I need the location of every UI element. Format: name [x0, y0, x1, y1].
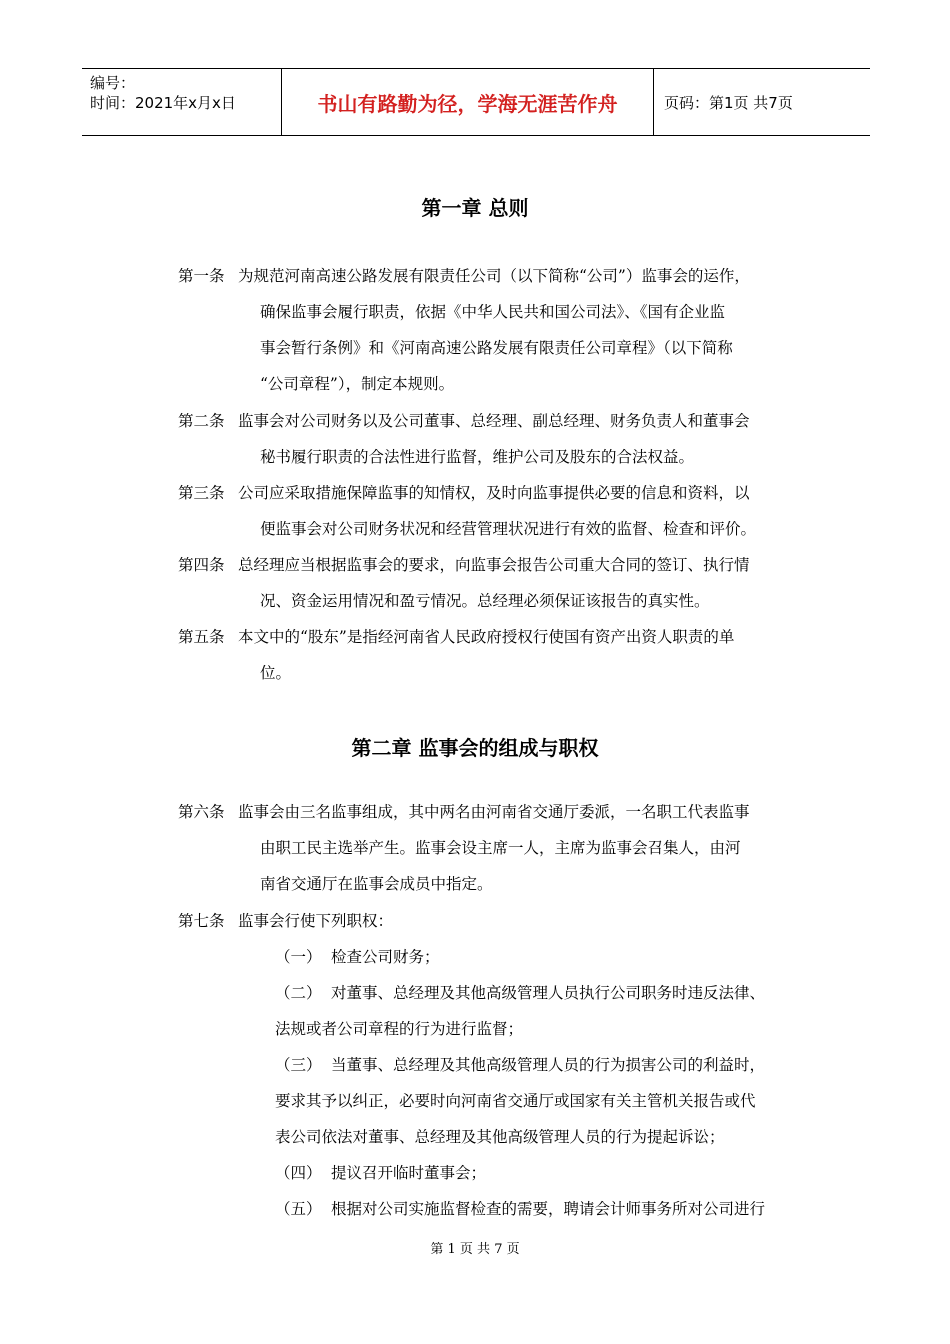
item-text: 表公司依法对董事、总经理及其他高级管理人员的行为提起诉讼；	[275, 1128, 725, 1146]
item-text: 当董事、总经理及其他高级管理人员的行为损害公司的利益时，	[331, 1056, 766, 1074]
item-number: （三）	[275, 1056, 322, 1074]
list-item	[275, 1047, 835, 1083]
article-text: 位。	[260, 664, 292, 682]
chapter-2-title: 第二章 监事会的组成与职权	[351, 736, 599, 760]
article-text: 由职工民主选举产生。监事会设主席一人，主席为监事会召集人，由河	[260, 839, 741, 857]
article-text: 总经理应当根据监事会的要求，向监事会报告公司重大合同的签订、执行情	[238, 556, 750, 574]
item-text: 根据对公司实施监督检查的需要，聘请会计师事务所对公司进行	[331, 1200, 766, 1218]
item-number: （一）	[275, 948, 322, 966]
article-text: 南省交通厅在监事会成员中指定。	[260, 875, 493, 893]
article-text: 秘书履行职责的合法性进行监督，维护公司及股东的合法权益。	[260, 448, 695, 466]
list-item	[275, 1191, 835, 1227]
header-motto: 书山有路勤为径，学海无涯苦作舟	[282, 69, 654, 135]
article-label: 第二条	[178, 412, 225, 430]
page-header	[82, 68, 870, 136]
article-1	[178, 258, 828, 402]
item-number: （二）	[275, 984, 322, 1002]
list-item	[275, 975, 835, 1011]
article-text: 事会暂行条例》和《河南高速公路发展有限责任公司章程》（以下简称	[260, 339, 733, 357]
item-text: 检查公司财务；	[331, 948, 440, 966]
article-text: 确保监事会履行职责，依据《中华人民共和国公司法》、《国有企业监	[260, 303, 726, 321]
header-meta	[82, 69, 282, 135]
item-number: （五）	[275, 1200, 322, 1218]
list-item	[275, 939, 835, 975]
item-text: 提议召开临时董事会；	[331, 1164, 487, 1182]
article-label: 第三条	[178, 484, 225, 502]
document-date: 时间：2021年x月x日	[90, 94, 236, 112]
list-item	[275, 1155, 835, 1191]
article-6	[178, 794, 828, 902]
article-text: 便监事会对公司财务状况和经营管理状况进行有效的监督、检查和评价。	[260, 520, 757, 538]
article-label: 第七条	[178, 912, 225, 930]
article-label: 第六条	[178, 803, 225, 821]
article-text: 本文中的“股东”是指经河南省人民政府授权行使国有资产出资人职责的单	[238, 628, 735, 646]
article-4	[178, 547, 828, 619]
article-text: “公司章程”），制定本规则。	[260, 375, 455, 393]
article-text: 为规范河南高速公路发展有限责任公司（以下简称“公司”）监事会的运作，	[238, 267, 750, 285]
article-7	[178, 903, 828, 939]
article-label: 第一条	[178, 267, 225, 285]
article-label: 第五条	[178, 628, 225, 646]
article-label: 第四条	[178, 556, 225, 574]
item-number: （四）	[275, 1164, 322, 1182]
article-text: 公司应采取措施保障监事的知情权，及时向监事提供必要的信息和资料，以	[238, 484, 750, 502]
page-footer: 第 1 页 共 7 页	[430, 1242, 520, 1257]
document-number-label: 编号：	[90, 74, 136, 92]
article-5	[178, 619, 828, 691]
article-text: 监事会对公司财务以及公司董事、总经理、副总经理、财务负责人和董事会	[238, 412, 750, 430]
item-text: 法规或者公司章程的行为进行监督；	[275, 1020, 524, 1038]
article-text: 监事会行使下列职权：	[238, 912, 394, 930]
article-text: 况、资金运用情况和盈亏情况。总经理必须保证该报告的真实性。	[260, 592, 710, 610]
powers-list	[275, 939, 835, 1227]
article-2	[178, 403, 828, 475]
chapter-1-title: 第一章 总则	[421, 196, 529, 220]
item-text: 对董事、总经理及其他高级管理人员执行公司职务时违反法律、	[331, 984, 766, 1002]
header-page-info: 页码：第1页 共7页	[664, 93, 793, 112]
item-text: 要求其予以纠正，必要时向河南省交通厅或国家有关主管机关报告或代	[275, 1092, 756, 1110]
article-text: 监事会由三名监事组成，其中两名由河南省交通厅委派，一名职工代表监事	[238, 803, 750, 821]
article-3	[178, 475, 828, 547]
